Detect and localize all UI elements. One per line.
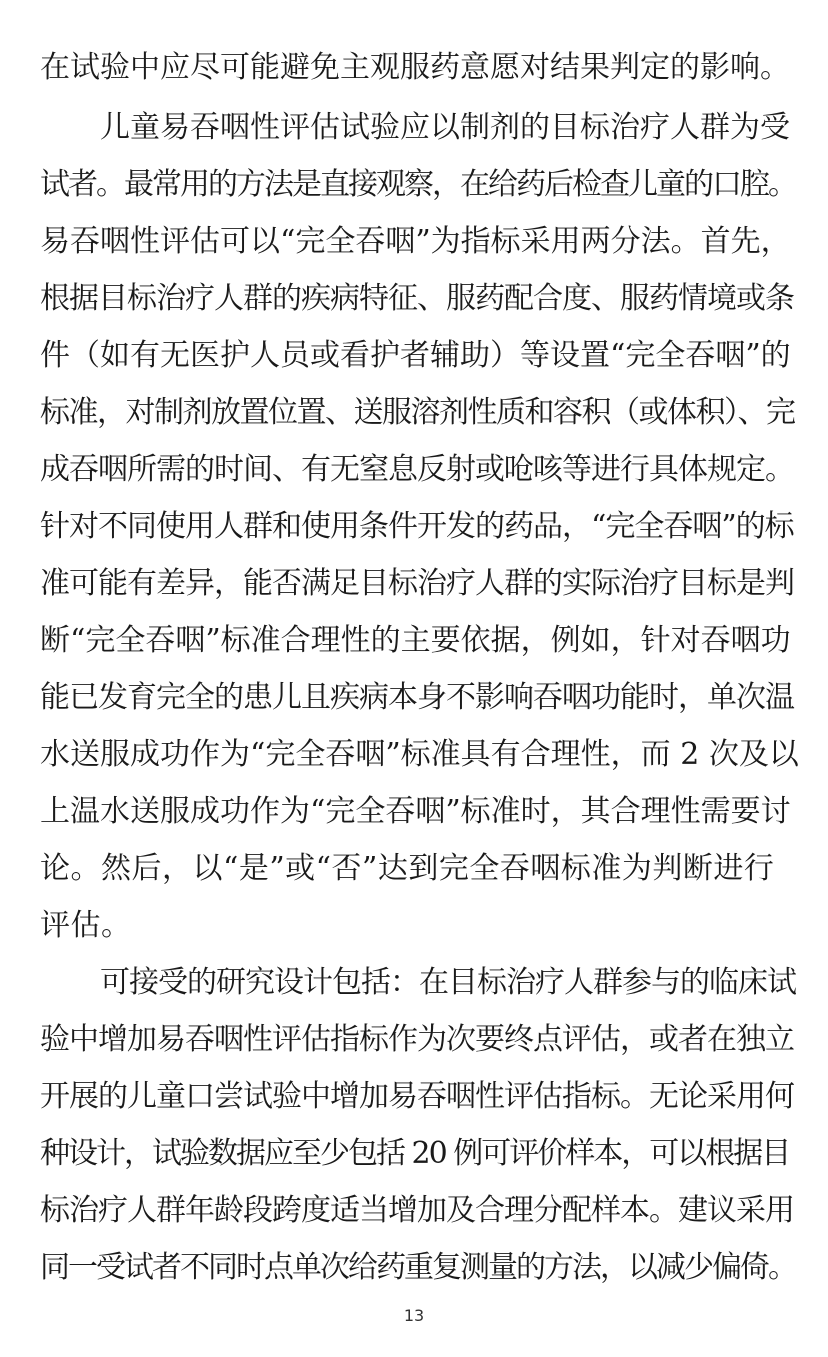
text-line: 在试验中应尽可能避免主观服药意愿对结果判定的影响。 [40, 50, 790, 85]
text-line: 标准，对制剂放置位置、送服溶剂性质和容积（或体积）、完 [40, 395, 795, 430]
text-line: 试者。最常用的方法是直接观察，在给药后检查儿童的口腔。 [40, 167, 796, 202]
paragraph-first-line: 儿童易吞咽性评估试验应以制剂的目标治疗人群为受 [100, 110, 790, 145]
text-line: 断“完全吞咽”标准合理性的主要依据，例如，针对吞咽功 [40, 623, 791, 658]
text-line: 易吞咽性评估可以“完全吞咽”为指标采用两分法。首先， [40, 224, 791, 259]
paragraph-first-line: 可接受的研究设计包括：在目标治疗人群参与的临床试 [100, 965, 796, 1000]
text-line: 根据目标治疗人群的疾病特征、服药配合度、服药情境或条 [40, 281, 794, 316]
text-line: 同一受试者不同时点单次给药重复测量的方法，以减少偏倚。 [40, 1250, 796, 1285]
text-line: 准可能有差异，能否满足目标治疗人群的实际治疗目标是判 [40, 566, 794, 601]
text-line: 件（如有无医护人员或看护者辅助）等设置“完全吞咽”的 [40, 338, 791, 373]
text-line: 论。然后，以“是”或“否”达到完全吞咽标准为判断进行 [40, 851, 775, 886]
text-line: 标治疗人群年龄段跨度适当增加及合理分配样本。建议采用 [40, 1193, 794, 1228]
text-line: 验中增加易吞咽性评估指标作为次要终点评估，或者在独立 [40, 1022, 794, 1057]
text-line: 成吞咽所需的时间、有无窒息反射或呛咳等进行具体规定。 [40, 452, 794, 487]
page-number: 13 [403, 1306, 425, 1325]
text-line: 种设计，试验数据应至少包括 20 例可评价样本，可以根据目 [40, 1136, 790, 1171]
text-line: 上温水送服成功作为“完全吞咽”标准时，其合理性需要讨 [40, 794, 791, 829]
text-line: 能已发育完全的患儿且疾病本身不影响吞咽功能时，单次温 [40, 680, 794, 715]
text-line: 开展的儿童口尝试验中增加易吞咽性评估指标。无论采用何 [40, 1079, 794, 1114]
text-line: 评估。 [40, 908, 132, 943]
text-line: 水送服成功作为“完全吞咽”标准具有合理性，而 2 次及以 [40, 737, 799, 772]
text-line: 针对不同使用人群和使用条件开发的药品，“完全吞咽”的标 [40, 509, 794, 544]
